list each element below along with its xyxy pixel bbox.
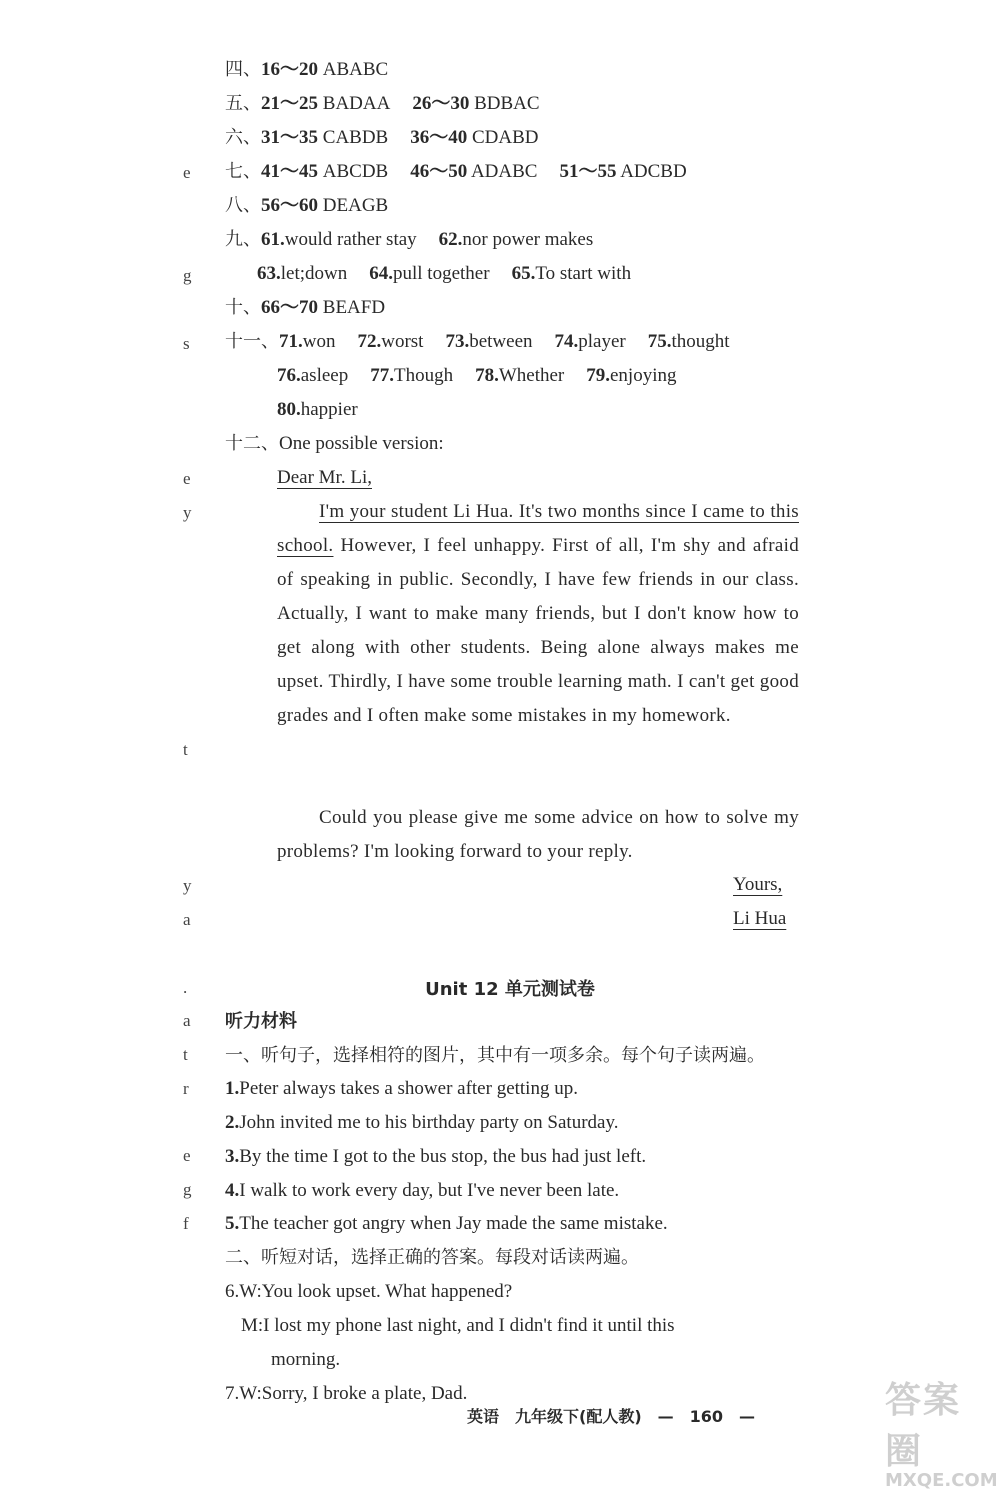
- answer-text: asleep: [300, 365, 349, 386]
- question-number: 5.: [225, 1213, 240, 1234]
- answer-key: ABCDB: [322, 161, 389, 182]
- sentence-item: [225, 1111, 619, 1135]
- answer-text: To start with: [535, 263, 632, 284]
- section12-intro: [225, 432, 444, 456]
- answer-line-6: [225, 126, 539, 150]
- question-number: 61.: [261, 229, 285, 250]
- answer-key: ABABC: [322, 59, 389, 80]
- watermark-logo: [885, 1372, 998, 1491]
- question-number: 79.: [586, 365, 610, 386]
- answer-key: CDABD: [472, 127, 539, 148]
- section-label: 六、: [225, 127, 261, 148]
- answer-key: DEAGB: [322, 195, 389, 216]
- letter-closing: Yours,: [733, 874, 783, 895]
- answer-line-11b: [277, 364, 677, 388]
- margin-letter: y: [183, 876, 192, 895]
- sentence-text: The teacher got angry when Jay made the same mistake.: [239, 1213, 668, 1234]
- sentence-text: John invited me to his birthday party on Saturday.: [239, 1112, 619, 1133]
- answer-key: BDBAC: [474, 93, 540, 114]
- section-label: 七、: [225, 161, 261, 182]
- answer-line-9b: [257, 262, 631, 286]
- part2-instruction: 二、听短对话，选择正确的答案。每段对话读两遍。: [225, 1247, 639, 1268]
- section-label: 十二、: [225, 433, 279, 454]
- sentence-text: By the time I got to the bus stop, the bus had just left.: [239, 1146, 647, 1167]
- question-number: 74.: [554, 331, 579, 352]
- sentence-item: [225, 1179, 619, 1203]
- letter-body-text: However, I feel unhappy. First of all, I'm shy and afraid of speaking in public. Secondly, I have few friends in our class. Actually, I want to make many friends, but I don't know how to get along with other students. Being alone always makes me upset. Thirdly, I have some trouble learning math. I can't get good grades and I often make some mistakes in my homework.: [277, 535, 799, 726]
- question-range: 31～35: [261, 127, 319, 148]
- answer-line-7: [225, 160, 687, 184]
- margin-letter: y: [183, 503, 192, 522]
- question-number: 80.: [277, 399, 301, 420]
- question-number: 76.: [277, 365, 301, 386]
- answer-text: between: [469, 331, 533, 352]
- question-range: 56～60: [261, 195, 319, 216]
- answer-text: let;down: [280, 263, 348, 284]
- answer-key: BADAA: [322, 93, 391, 114]
- answer-text: Though: [393, 365, 454, 386]
- section-label: 八、: [225, 195, 261, 216]
- answer-key: ADABC: [470, 161, 538, 182]
- margin-letter: a: [183, 910, 191, 929]
- question-range: 66～70: [261, 297, 319, 318]
- margin-letter: .: [183, 978, 188, 997]
- letter-signature: Li Hua: [733, 908, 787, 929]
- watermark-top: 答案圈: [885, 1380, 962, 1472]
- question-number: 2.: [225, 1112, 240, 1133]
- listening-heading: 听力材料: [225, 1011, 297, 1032]
- letter-salutation: Dear Mr. Li,: [277, 467, 372, 488]
- answer-line-8: [225, 194, 388, 218]
- answer-text: nor power makes: [462, 229, 594, 250]
- intro-text: One possible version:: [279, 433, 444, 454]
- question-number: 77.: [370, 365, 394, 386]
- section-label: 四、: [225, 59, 261, 80]
- margin-letter: g: [183, 266, 192, 285]
- answer-key: ADCBD: [620, 161, 687, 182]
- question-number: 1.: [225, 1078, 240, 1099]
- letter-underlined-sentence: I'm your student Li Hua. It's two months since I came to this school.: [277, 501, 799, 556]
- answer-text: won: [302, 331, 336, 352]
- sentence-item: [225, 1212, 668, 1236]
- answer-key: CABDB: [322, 127, 389, 148]
- sentence-item: [225, 1145, 646, 1169]
- answer-text: happier: [300, 399, 358, 420]
- question-range: 46～50: [410, 161, 468, 182]
- answer-key: BEAFD: [322, 297, 386, 318]
- part1-instruction: 一、听句子，选择相符的图片，其中有一项多余。每个句子读两遍。: [225, 1045, 765, 1066]
- answer-text: worst: [381, 331, 424, 352]
- section-label: 五、: [225, 93, 261, 114]
- question-range: 16～20: [261, 59, 319, 80]
- answer-line-4: [225, 58, 388, 82]
- question-number: 73.: [445, 331, 470, 352]
- section-label: 十一、: [225, 331, 279, 352]
- question-number: 63.: [257, 263, 281, 284]
- answer-line-11a: [225, 330, 730, 354]
- dialogue-line: M:I lost my phone last night, and I didn't find it until this: [241, 1315, 675, 1336]
- unit-title: Unit 12 单元测试卷: [425, 979, 595, 1000]
- question-number: 64.: [369, 263, 393, 284]
- question-number: 72.: [357, 331, 382, 352]
- answer-text: player: [578, 331, 626, 352]
- letter-paragraph-1: [277, 495, 799, 733]
- question-number: 62.: [438, 229, 463, 250]
- answer-text: pull together: [393, 263, 490, 284]
- dialogue-line: 7.W:Sorry, I broke a plate, Dad.: [225, 1383, 468, 1404]
- margin-letter: r: [183, 1079, 189, 1098]
- question-range: 26～30: [412, 93, 470, 114]
- margin-letter: f: [183, 1214, 189, 1233]
- question-number: 65.: [511, 263, 536, 284]
- answer-line-9a: [225, 228, 593, 252]
- page-footer: 英语 九年级下(配人教) — 160 —: [467, 1407, 756, 1426]
- answer-line-11c: [277, 398, 358, 422]
- margin-letter: e: [183, 1146, 191, 1165]
- question-range: 51～55: [559, 161, 617, 182]
- answer-text: thought: [671, 331, 730, 352]
- margin-letter: t: [183, 1045, 188, 1064]
- margin-letter: g: [183, 1180, 192, 1199]
- question-number: 3.: [225, 1146, 240, 1167]
- margin-letter: e: [183, 469, 191, 488]
- margin-letter: s: [183, 334, 190, 353]
- section-label: 十、: [225, 297, 261, 318]
- answer-line-10: [225, 296, 385, 320]
- question-number: 78.: [475, 365, 499, 386]
- question-number: 4.: [225, 1180, 240, 1201]
- section-label: 九、: [225, 229, 261, 250]
- margin-letter: e: [183, 163, 191, 182]
- answer-text: enjoying: [610, 365, 677, 386]
- sentence-text: Peter always takes a shower after getting up.: [239, 1078, 578, 1099]
- sentence-item: [225, 1077, 578, 1101]
- answer-text: would rather stay: [284, 229, 417, 250]
- dialogue-line: 6.W:You look upset. What happened?: [225, 1281, 513, 1302]
- margin-letter: a: [183, 1011, 191, 1030]
- question-number: 71.: [279, 331, 303, 352]
- margin-letter: t: [183, 740, 188, 759]
- watermark-bottom: MXQE.COM: [885, 1470, 998, 1491]
- letter-paragraph-2: Could you please give me some advice on how to solve my problems? I'm looking forward to your reply.: [277, 807, 799, 862]
- question-range: 36～40: [410, 127, 468, 148]
- question-range: 21～25: [261, 93, 319, 114]
- question-range: 41～45: [261, 161, 319, 182]
- answer-line-5: [225, 92, 540, 116]
- dialogue-line: morning.: [271, 1349, 341, 1370]
- question-number: 75.: [647, 331, 672, 352]
- answer-text: Whether: [498, 365, 565, 386]
- sentence-text: I walk to work every day, but I've never been late.: [239, 1180, 620, 1201]
